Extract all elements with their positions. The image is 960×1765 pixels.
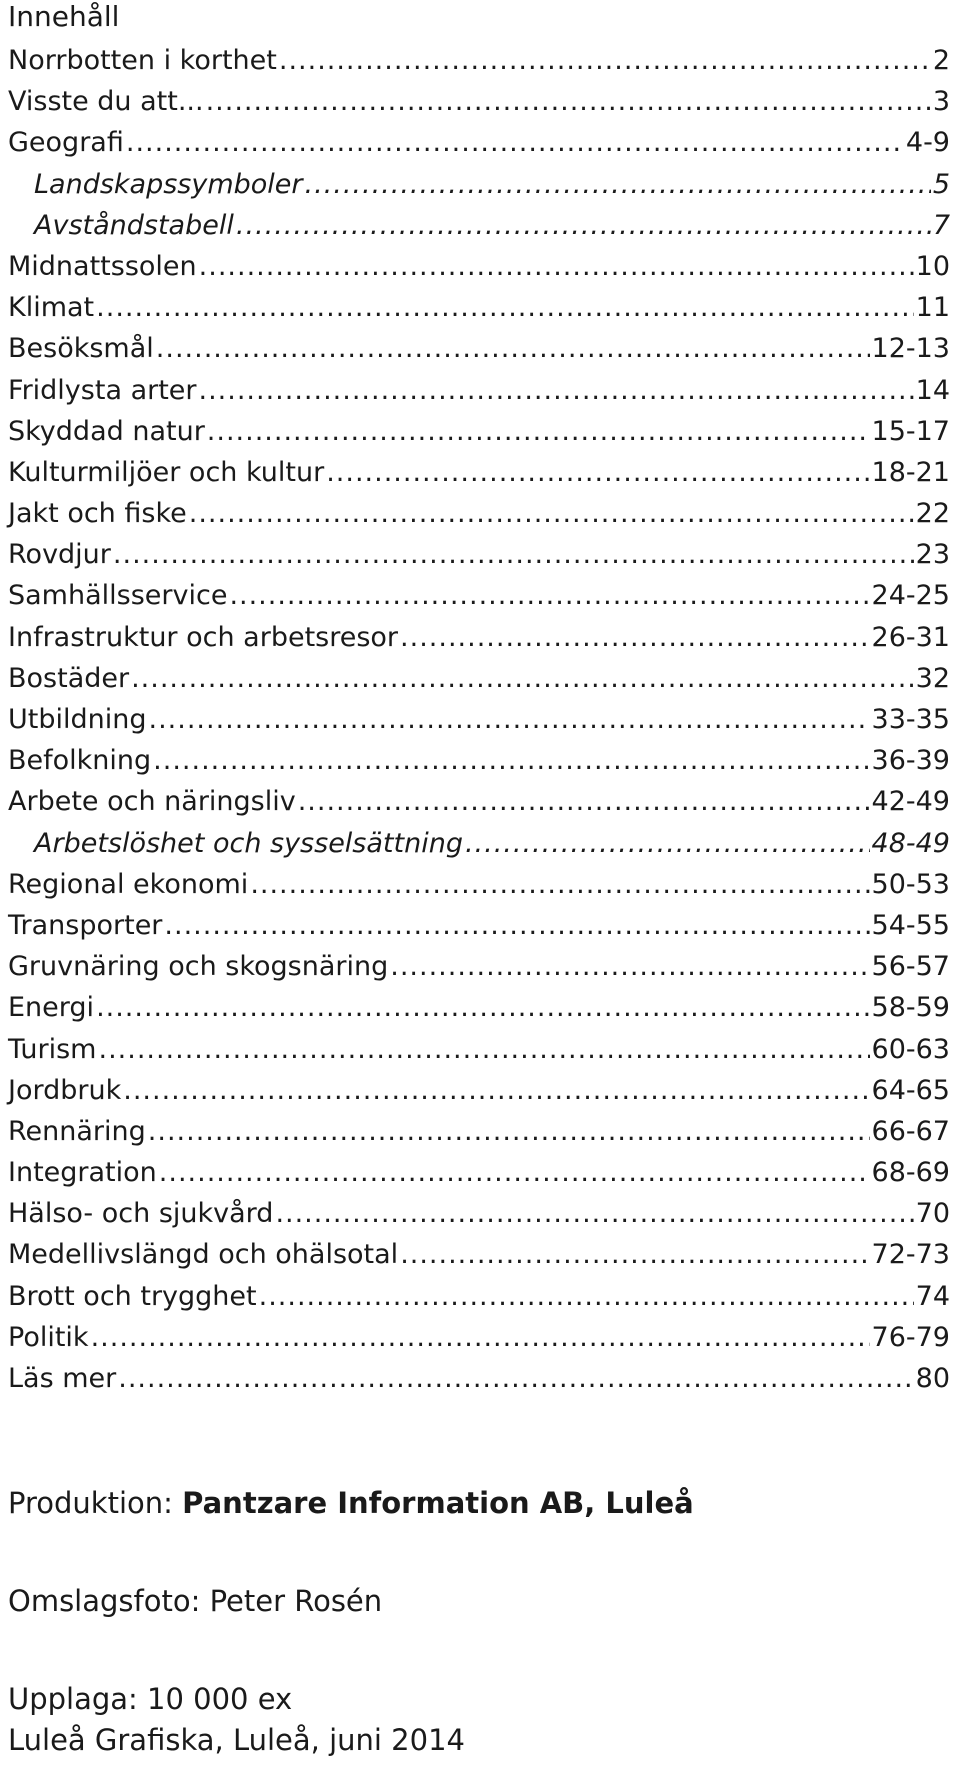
- toc-entry: [8, 1193, 950, 1234]
- toc-entry-label: Arbete och näringsliv: [8, 786, 296, 818]
- toc-entry-label: Turism: [8, 1033, 97, 1065]
- toc-entry-label: Bostäder: [8, 662, 130, 694]
- toc-entry-label: Samhällsservice: [8, 580, 228, 612]
- toc-entry-page: 60-63: [871, 1033, 950, 1065]
- toc-entry-label: Jordbruk: [8, 1074, 122, 1106]
- toc-entry: [8, 122, 950, 163]
- toc-dot-leader: [153, 740, 869, 781]
- toc-entry-page: 2: [932, 45, 950, 76]
- toc-entry-page: 58-59: [871, 992, 950, 1024]
- toc-entry-page: 56-57: [871, 951, 950, 983]
- toc-dot-leader: [305, 164, 931, 205]
- toc-entry-page: 72-73: [871, 1239, 950, 1271]
- toc-entry: [8, 1234, 950, 1275]
- toc-entry-label: Skyddad natur: [8, 415, 205, 447]
- toc-entry-label: Utbildning: [8, 704, 147, 735]
- toc-subentry: [8, 823, 950, 864]
- toc-entry-page: 36-39: [871, 745, 950, 777]
- toc-dot-leader: [298, 781, 870, 822]
- toc-entry-label: Rovdjur: [8, 539, 111, 571]
- production-credit: [8, 1485, 694, 1521]
- toc-entry: [8, 575, 950, 616]
- toc-entry-page: 15-17: [871, 415, 950, 447]
- toc-entry-label: Fridlysta arter: [8, 374, 197, 406]
- toc-entry-page: 68-69: [871, 1157, 950, 1189]
- toc-entry-page: 12-13: [871, 333, 950, 365]
- toc-entry: [8, 328, 950, 369]
- toc-entry: [8, 699, 950, 740]
- toc-entry-page: 54-55: [871, 909, 950, 941]
- edition-info: Upplaga: 10 000 ex: [8, 1682, 293, 1716]
- toc-entry: [8, 946, 950, 987]
- toc-entry-page: 48-49: [871, 827, 950, 859]
- toc-entry-label: Befolkning: [8, 745, 152, 777]
- production-label: Produktion:: [8, 1486, 173, 1520]
- toc-entry-label: Klimat: [8, 292, 95, 324]
- toc-dot-leader: [236, 205, 931, 246]
- toc-dot-leader: [131, 658, 914, 699]
- toc-entry: [8, 740, 950, 781]
- toc-entry: [8, 81, 950, 122]
- toc-entry-label: Norrbotten i korthet: [8, 45, 277, 76]
- toc-dot-leader: [164, 905, 869, 946]
- toc-entry-label: Integration: [8, 1157, 157, 1189]
- toc-entry-label: Arbetslöshet och sysselsättning: [34, 827, 463, 859]
- toc-entry: [8, 1029, 950, 1070]
- toc-dot-leader: [96, 287, 913, 328]
- toc-entry-label: Brott och trygghet: [8, 1280, 257, 1312]
- toc-entry-page: 76-79: [871, 1321, 950, 1353]
- toc-entry-page: 11: [915, 292, 950, 324]
- toc-entry-label: Kulturmiljöer och kultur: [8, 456, 325, 488]
- toc-entry-page: 23: [915, 539, 950, 571]
- toc-subentry: [8, 164, 950, 205]
- toc-dot-leader: [390, 946, 869, 987]
- toc-entry-page: 18-21: [871, 456, 950, 488]
- toc-entry-label: Jakt och fiske: [8, 498, 187, 530]
- printer-info: Luleå Grafiska, Luleå, juni 2014: [8, 1723, 465, 1757]
- toc-dot-leader: [156, 328, 870, 369]
- toc-entry-label: Transporter: [8, 909, 163, 941]
- toc-dot-leader: [113, 534, 914, 575]
- toc-entry-page: 14: [915, 374, 950, 406]
- toc-dot-leader: [126, 122, 904, 163]
- toc-entry-page: 80: [915, 1363, 950, 1394]
- toc-dot-leader: [279, 40, 931, 81]
- toc-dot-leader: [400, 617, 870, 658]
- toc-entry: [8, 1111, 950, 1152]
- toc-entry-page: 24-25: [871, 580, 950, 612]
- toc-dot-leader: [149, 699, 870, 740]
- toc-entry: [8, 781, 950, 822]
- toc-entry-label: Infrastruktur och arbetsresor: [8, 621, 399, 653]
- toc-dot-leader: [199, 246, 914, 287]
- toc-entry-label: Hälso- och sjukvård: [8, 1198, 274, 1230]
- toc-entry-page: 74: [915, 1280, 950, 1312]
- toc-entry: [8, 1152, 950, 1193]
- toc-entry: [8, 287, 950, 328]
- toc-entry-label: Energi: [8, 992, 95, 1024]
- toc-dot-leader: [98, 1029, 869, 1070]
- toc-dot-leader: [326, 452, 869, 493]
- toc-entry: [8, 493, 950, 534]
- toc-dot-leader: [96, 987, 869, 1028]
- toc-entry-page: 64-65: [871, 1074, 950, 1106]
- toc-entry-page: 22: [915, 498, 950, 530]
- toc-entry: [8, 864, 950, 905]
- toc-entry-page: 50-53: [871, 868, 950, 900]
- toc-entry-page: 26-31: [871, 621, 950, 653]
- toc-dot-leader: [199, 370, 914, 411]
- toc-entry-page: 32: [915, 662, 950, 694]
- toc-entry-label: Politik: [8, 1321, 89, 1353]
- toc-entry-label: Gruvnäring och skogsnäring: [8, 951, 389, 983]
- toc-dot-leader: [259, 1276, 914, 1317]
- toc-dot-leader: [206, 81, 931, 122]
- toc-entry: [8, 534, 950, 575]
- toc-entry: [8, 658, 950, 699]
- toc-entry-page: 7: [932, 209, 950, 241]
- toc-entry-page: 66-67: [871, 1115, 950, 1147]
- toc-entry-label: Avståndstabell: [34, 209, 234, 241]
- toc-entry-label: Landskapssymboler: [34, 168, 303, 200]
- toc-entry-page: 5: [932, 168, 950, 200]
- table-of-contents: [8, 40, 950, 1399]
- toc-entry-label: Midnattssolen: [8, 250, 197, 282]
- toc-entry: [8, 987, 950, 1028]
- production-value: Pantzare Information AB, Luleå: [182, 1486, 694, 1520]
- toc-entry-page: 10: [915, 250, 950, 282]
- toc-dot-leader: [250, 864, 869, 905]
- toc-entry: [8, 370, 950, 411]
- toc-entry-label: Geografi: [8, 127, 124, 159]
- cover-photo-credit: Omslagsfoto: Peter Rosén: [8, 1584, 383, 1618]
- toc-entry: [8, 617, 950, 658]
- toc-entry: [8, 40, 950, 81]
- toc-entry-label: Regional ekonomi: [8, 868, 249, 900]
- toc-dot-leader: [275, 1193, 913, 1234]
- toc-entry-page: 3: [932, 86, 950, 118]
- toc-subentry: [8, 205, 950, 246]
- page-title: Innehåll: [8, 0, 120, 33]
- toc-dot-leader: [148, 1111, 870, 1152]
- toc-entry-page: 33-35: [871, 704, 950, 735]
- toc-entry: [8, 452, 950, 493]
- toc-entry-page: 42-49: [871, 786, 950, 818]
- toc-entry-label: Rennäring: [8, 1115, 146, 1147]
- toc-entry: [8, 1317, 950, 1358]
- toc-dot-leader: [207, 411, 870, 452]
- toc-entry: [8, 246, 950, 287]
- toc-entry-page: 70: [915, 1198, 950, 1230]
- toc-entry-page: 4-9: [905, 127, 950, 159]
- toc-entry-label: Medellivslängd och ohälsotal: [8, 1239, 399, 1271]
- toc-entry: [8, 1358, 950, 1399]
- toc-dot-leader: [118, 1358, 913, 1399]
- toc-entry: [8, 1070, 950, 1111]
- toc-dot-leader: [159, 1152, 870, 1193]
- toc-dot-leader: [91, 1317, 870, 1358]
- toc-entry-label: Läs mer: [8, 1363, 117, 1394]
- toc-dot-leader: [189, 493, 914, 534]
- toc-entry: [8, 905, 950, 946]
- toc-entry-label: Besöksmål: [8, 333, 154, 365]
- toc-dot-leader: [465, 823, 870, 864]
- toc-entry: [8, 411, 950, 452]
- toc-dot-leader: [400, 1234, 869, 1275]
- toc-entry: [8, 1276, 950, 1317]
- toc-dot-leader: [229, 575, 869, 616]
- toc-dot-leader: [123, 1070, 869, 1111]
- toc-entry-label: Visste du att...: [8, 86, 204, 118]
